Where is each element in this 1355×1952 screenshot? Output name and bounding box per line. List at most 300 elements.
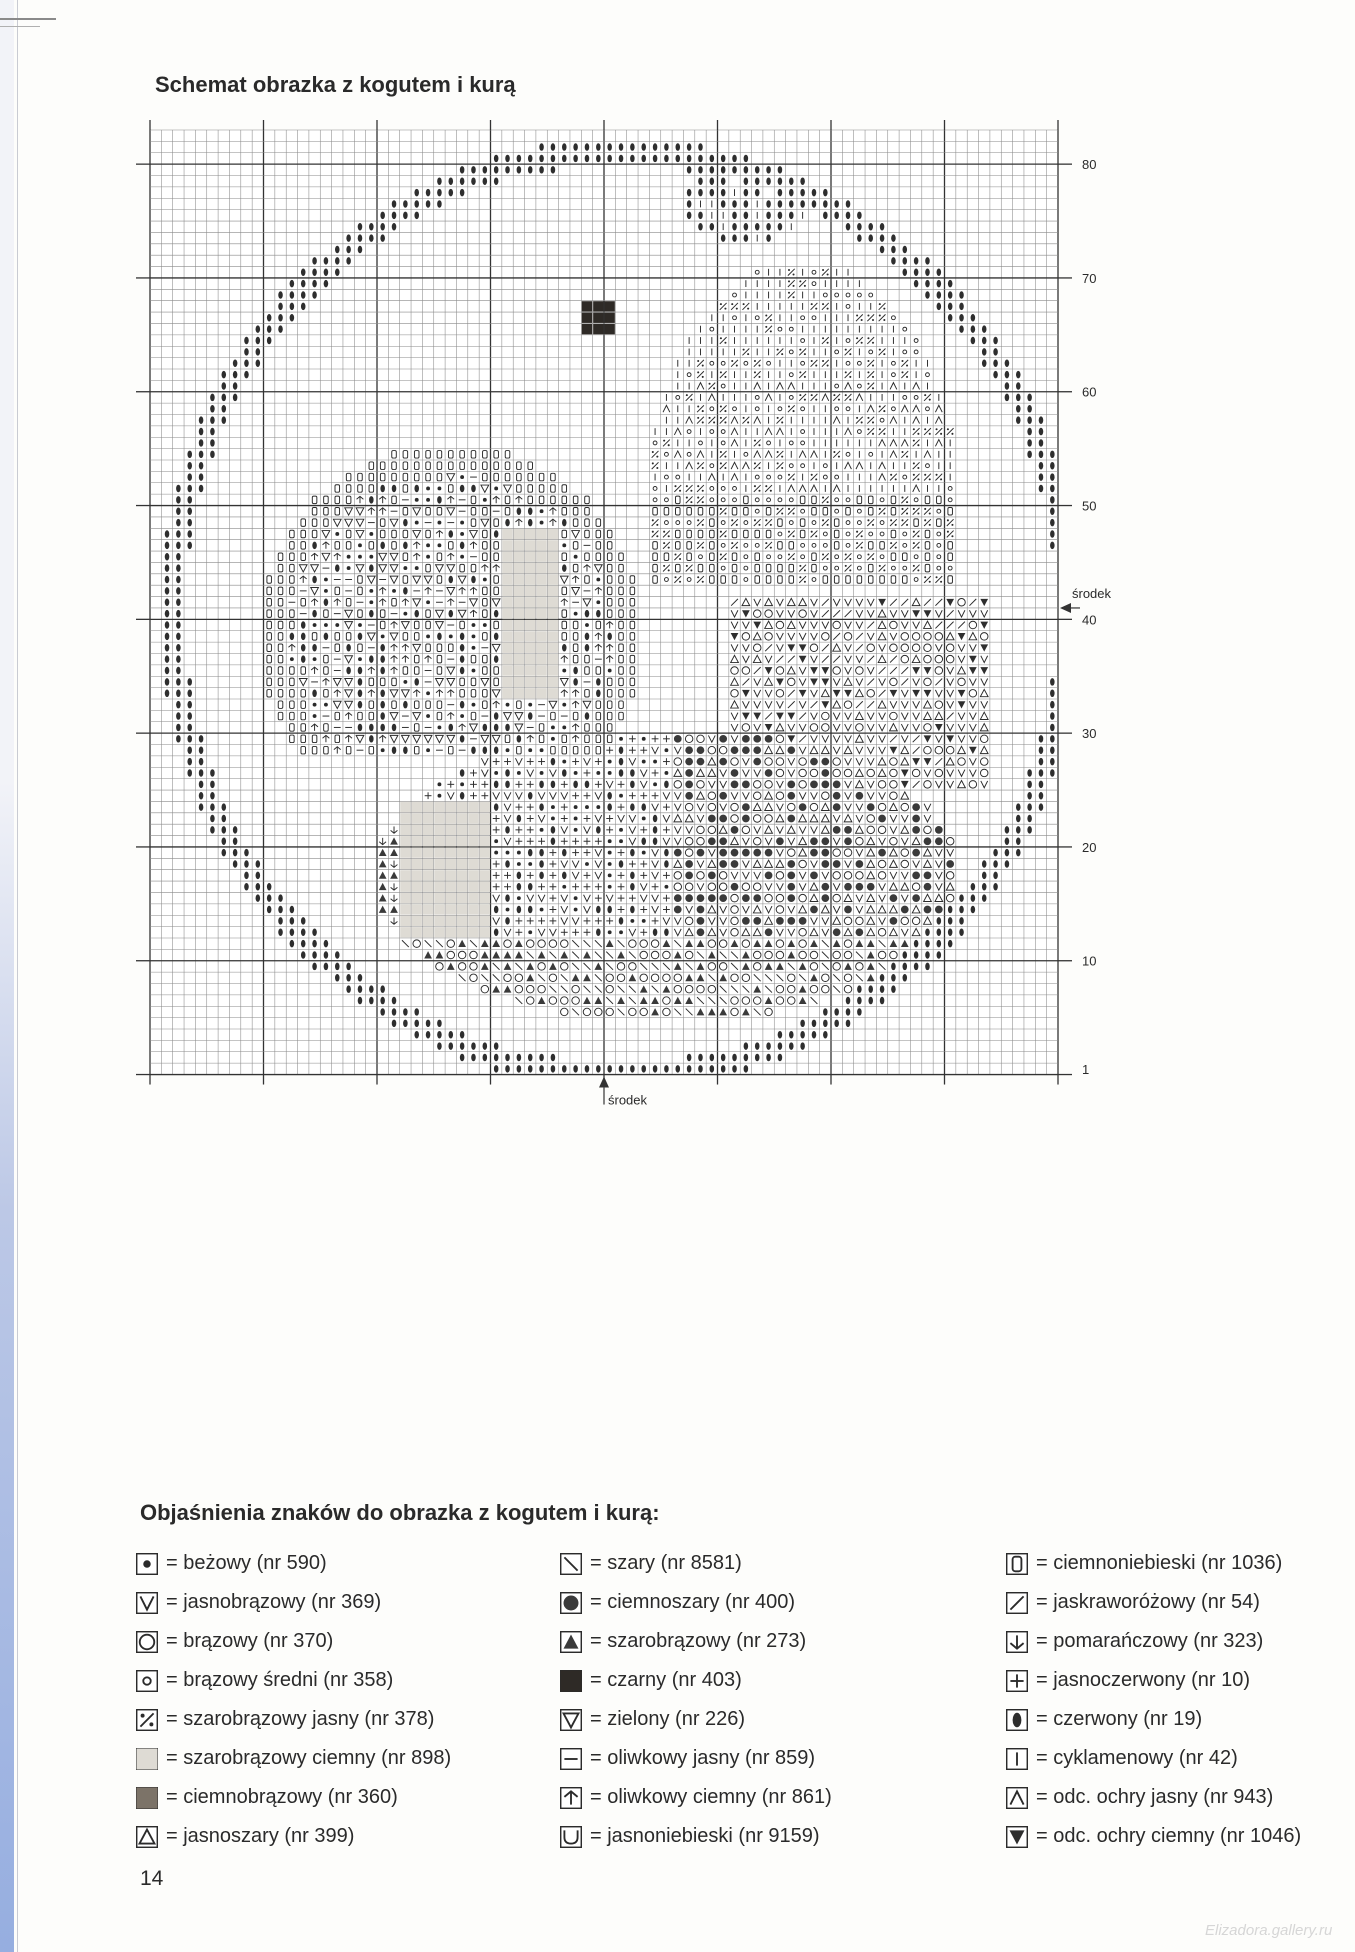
stitch-cell [765,928,773,936]
stitch-cell [548,597,558,607]
stitch-cell [719,792,727,800]
stitch-cell [449,177,454,184]
stitch-cell [867,803,875,811]
stitch-cell [812,200,817,207]
stitch-cell [483,177,488,184]
legend-item [136,1661,451,1700]
stitch-cell [959,325,964,332]
stitch-cell [471,166,476,173]
stitch-cell [548,563,558,573]
axis-label: 80 [1082,157,1097,173]
stitch-cell [732,200,737,207]
filled-oval-symbol [1006,1709,1028,1731]
stitch-cell [426,1031,431,1038]
stitch-cell [256,894,261,901]
stitch-cell [857,997,862,1004]
stitch-cell [619,839,623,843]
stitch-cell [574,805,578,809]
stitch-cell [912,894,920,902]
stitch-cell [687,1054,692,1061]
stitch-cell [562,760,566,764]
stitch-cell [573,143,578,150]
stitch-cell [880,223,885,230]
stitch-cell [505,1065,510,1072]
stitch-cell [721,1054,726,1061]
stitch-cell [423,916,433,926]
stitch-cell [698,155,703,162]
stitch-cell [1016,815,1021,822]
stitch-cell [539,166,544,173]
stitch-cell [187,485,192,492]
stitch-cell [472,623,476,627]
stitch-cell [1050,496,1055,503]
stitch-cell [415,566,419,570]
stitch-cell [1027,792,1032,799]
stitch-cell [525,608,535,618]
stitch-cell [483,623,487,627]
stitch-cell [187,724,192,731]
stitch-cell [914,280,919,287]
stitch-cell [483,1042,488,1049]
stitch-cell [446,836,456,846]
stitch-cell [369,997,374,1004]
stitch-cell [1050,542,1055,549]
stitch-cell [766,1054,771,1061]
stitch-cell [449,576,454,583]
stitch-cell [505,1054,510,1061]
stitch-cell [1027,815,1032,822]
stitch-cell [630,803,635,810]
stitch-cell [199,758,204,765]
stitch-cell [721,177,726,184]
stitch-cell [540,828,544,832]
stitch-cell [468,870,478,880]
stitch-cell [346,257,351,264]
stitch-cell [787,872,795,880]
stitch-cell [937,929,942,936]
stitch-cell [502,665,512,675]
stitch-cell [959,906,964,913]
stitch-cell [514,586,524,596]
stitch-cell [698,223,703,230]
stitch-cell [400,916,410,926]
stitch-cell [585,712,590,719]
stitch-cell [494,1065,499,1072]
stitch-cell [731,849,739,857]
filled-triangle-down-symbol [1006,1826,1028,1848]
stitch-cell [937,951,942,958]
stitch-cell [392,212,397,219]
stitch-cell [1050,473,1055,480]
stitch-cell [210,815,215,822]
stitch-cell [358,985,363,992]
stitch-cell [778,177,783,184]
stitch-cell [744,189,749,196]
stitch-cell [505,155,510,162]
legend-label: = odc. ochry ciemny (nr 1046) [1036,1825,1302,1847]
stitch-cell [412,859,422,869]
stitch-cell [423,813,433,823]
stitch-cell [525,665,535,675]
stitch-cell [540,748,544,752]
stitch-cell [868,223,873,230]
stitch-cell [1050,462,1055,469]
stitch-cell [937,280,942,287]
stitch-cell [437,782,441,786]
stitch-cell [536,631,546,641]
legend-column-3 [1006,1544,1301,1856]
stitch-cell [187,462,192,469]
stitch-cell [971,906,976,913]
stitch-cell [708,815,716,823]
stitch-cell [480,916,490,926]
stitch-cell [187,451,192,458]
stitch-cell [562,872,567,879]
stitch-cell [358,246,363,253]
stitch-cell [1016,371,1021,378]
stitch-cell [457,904,467,914]
stitch-cell [856,792,864,800]
stitch-cell [732,234,737,241]
stitch-cell [494,839,498,843]
stitch-cell [528,930,532,934]
stitch-cell [346,985,351,992]
stitch-cell [335,268,340,275]
stitch-cell [369,234,374,241]
stitch-cell [744,200,749,207]
stitch-cell [753,894,761,902]
legend-label: = beżowy (nr 590) [166,1552,327,1574]
legend-item [1006,1583,1301,1622]
stitch-cell [457,916,467,926]
stitch-cell [380,542,385,549]
stitch-cell [403,212,408,219]
stitch-cell [460,1031,465,1038]
stitch-cell [596,805,600,809]
stitch-cell [412,813,422,823]
stitch-cell [267,883,272,890]
dash-symbol [560,1748,582,1770]
stitch-cell [347,555,351,559]
stitch-cell [446,870,456,880]
stitch-cell [562,769,567,776]
stitch-cell [502,620,512,630]
stitch-cell [176,553,181,560]
stitch-cell [562,1065,567,1072]
stitch-cell [400,825,410,835]
stitch-cell [176,599,181,606]
stitch-cell [948,906,953,913]
stitch-cell [1005,371,1010,378]
stitch-cell [210,826,215,833]
stitch-cell [494,487,498,491]
stitch-cell [641,803,646,810]
stitch-cell [187,746,192,753]
stitch-cell [710,189,715,196]
stitch-cell [607,792,612,799]
stitch-cell [914,951,919,958]
stitch-cell [573,678,578,685]
stitch-cell [412,904,422,914]
stitch-cell [528,1065,533,1072]
stitch-cell [187,758,192,765]
stitch-cell [468,825,478,835]
stitch-cell [844,837,852,845]
stitch-cell [721,155,726,162]
stitch-cell [457,836,467,846]
stitch-cell [664,849,669,856]
stitch-cell [517,771,521,775]
stitch-cell [742,849,750,857]
stitch-cell [925,291,930,298]
stitch-cell [1050,735,1055,742]
stitch-cell [1050,451,1055,458]
stitch-cell [573,1065,578,1072]
stitch-cell [403,680,407,684]
stitch-cell [676,1065,681,1072]
stitch-cell [256,360,261,367]
stitch-cell [517,155,522,162]
stitch-cell [685,758,693,766]
stitch-cell [517,851,521,855]
center-label-bottom: środek [608,1092,648,1108]
stitch-cell [403,746,408,753]
stitch-cell [548,540,558,550]
center-arrow-right [1060,603,1071,613]
stitch-cell [1016,416,1021,423]
stitch-cell [426,189,431,196]
stitch-cell [437,189,442,196]
stitch-cell [732,155,737,162]
stitch-cell [437,543,441,547]
stitch-cell [517,1054,522,1061]
stitch-cell [176,530,181,537]
stitch-cell [574,771,578,775]
stitch-cell [585,805,589,809]
stitch-cell [880,985,885,992]
stitch-cell [548,586,558,596]
stitch-cell [517,906,522,913]
axis-label: 70 [1082,270,1097,286]
stitch-cell [548,608,558,618]
stitch-cell [301,280,306,287]
stitch-cell [528,166,533,173]
stitch-cell [971,883,976,890]
stitch-cell [335,951,340,958]
stitch-cell [506,908,510,912]
stitch-cell [446,859,456,869]
stitch-cell [471,1054,476,1061]
stitch-cell [674,894,682,902]
stitch-cell [674,849,682,857]
stitch-cell [562,519,567,526]
stitch-cell [993,872,998,879]
axis-label: 30 [1082,726,1097,742]
stitch-cell [539,781,544,788]
stitch-cell [619,828,623,832]
stitch-cell [585,781,590,788]
stitch-cell [753,849,761,857]
stitch-cell [778,212,783,219]
legend-item [560,1544,832,1583]
stitch-cell [278,917,283,924]
stitch-cell [346,974,351,981]
stitch-cell [457,813,467,823]
stitch-cell [414,189,419,196]
stitch-cell [823,212,828,219]
stitch-cell [278,314,283,321]
stitch-cell [891,963,896,970]
stitch-cell [982,325,987,332]
stitch-cell [857,234,862,241]
stitch-cell [301,940,306,947]
stitch-cell [457,825,467,835]
stitch-cell [619,794,623,798]
stitch-cell [982,360,987,367]
stitch-cell [423,882,433,892]
stitch-cell [494,746,499,753]
stitch-cell [267,906,272,913]
stitch-cell [1039,428,1044,435]
stitch-cell [165,530,170,537]
chart-title: Schemat obrazka z kogutem i kurą [155,72,516,97]
stitch-cell [278,894,283,901]
stitch-cell [653,143,658,150]
stitch-cell [903,246,908,253]
light-fill-symbol [136,1748,158,1770]
stitch-cell [412,825,422,835]
stitch-cell [525,552,535,562]
stitch-cell [664,860,669,867]
stitch-cell [548,631,558,641]
stitch-cell [380,234,385,241]
stitch-cell [301,644,306,651]
stitch-cell [502,563,512,573]
stitch-cell [494,1054,499,1061]
stitch-cell [959,929,964,936]
stitch-cell [834,212,839,219]
stitch-cell [948,314,953,321]
stitch-cell [823,1008,828,1015]
stitch-cell [810,906,818,914]
stitch-cell [525,677,535,687]
stitch-cell [400,893,410,903]
stitch-cell [536,597,546,607]
stitch-cell [324,280,329,287]
stitch-cell [256,325,261,332]
stitch-cell [778,1042,783,1049]
stitch-cell [369,555,373,559]
stitch-cell [551,758,556,765]
stitch-cell [844,906,852,914]
stitch-cell [222,416,227,423]
stitch-cell [301,951,306,958]
stitch-cell [924,872,932,880]
stitch-cell [912,849,920,857]
stitch-cell [641,837,646,844]
stitch-cell [392,724,397,731]
stitch-cell [536,608,546,618]
stitch-cell [789,1042,794,1049]
stitch-cell [392,746,397,753]
legend-label: = odc. ochry jasny (nr 943) [1036,1786,1274,1808]
stitch-cell [551,726,555,730]
stitch-cell [834,1020,839,1027]
stitch-cell [505,769,510,776]
stitch-cell [608,760,612,764]
stitch-cell [176,690,181,697]
stitch-cell [517,883,522,890]
stitch-cell [244,883,249,890]
stitch-cell [731,883,739,891]
stitch-cell [810,872,818,880]
stitch-cell [1039,803,1044,810]
stitch-cell [778,200,783,207]
legend-item [560,1778,832,1817]
stitch-cell [460,166,465,173]
stitch-cell [744,1042,749,1049]
stitch-cell [551,826,556,833]
stitch-cell [1039,451,1044,458]
v-symbol [136,1592,158,1614]
stitch-cell [833,780,841,788]
stitch-cell [380,223,385,230]
stitch-cell [924,883,932,891]
stitch-cell [313,703,317,707]
stitch-cell [176,667,181,674]
stitch-cell [993,337,998,344]
legend-item [136,1778,451,1817]
stitch-cell [925,929,930,936]
stitch-cell [381,634,385,638]
stitch-cell [548,677,558,687]
stitch-cell [176,678,181,685]
stitch-cell [536,688,546,698]
stitch-cell [721,200,726,207]
stitch-cell [437,1020,442,1027]
stitch-cell [685,746,693,754]
stitch-cell [176,507,181,514]
stitch-cell [210,792,215,799]
stitch-cell [799,917,807,925]
stitch-cell [540,908,544,912]
stitch-cell [434,847,444,857]
stitch-cell [596,155,601,162]
stitch-cell [959,291,964,298]
stitch-cell [403,1008,408,1015]
stitch-cell [548,552,558,562]
stitch-cell [551,781,556,788]
stitch-cell [437,177,442,184]
stitch-cell [719,837,727,845]
stitch-cell [1050,678,1055,685]
stitch-cell [1027,781,1032,788]
stitch-cell [267,337,272,344]
stitch-cell [787,815,795,823]
axis-label: 60 [1082,384,1097,400]
stitch-cell [551,1054,556,1061]
stitch-cell [539,849,544,856]
stitch-cell [551,837,556,844]
stitch-cell [494,633,499,640]
stitch-cell [948,291,953,298]
stitch-cell [176,644,181,651]
legend-label: = szary (nr 8581) [590,1552,742,1574]
stitch-cell [423,870,433,880]
stitch-cell [400,904,410,914]
stitch-cell [971,894,976,901]
stitch-cell [619,155,624,162]
